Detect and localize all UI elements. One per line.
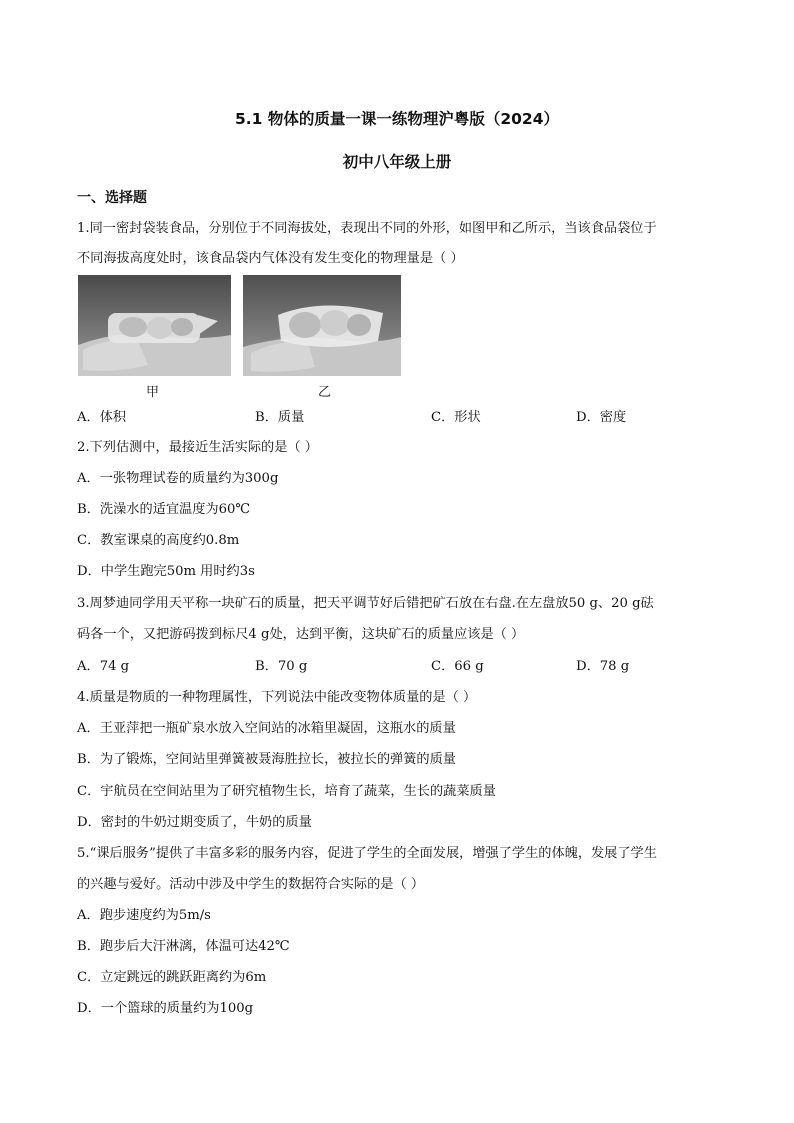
q1-option-a: A．体积 bbox=[77, 410, 127, 425]
q3-stem-line1: 3.周梦迪同学用天平称一块矿石的质量，把天平调节好后错把矿石放在右盘.在左盘放50 g、20 g砝 bbox=[77, 596, 654, 611]
q3-option-c: C．66 g bbox=[431, 659, 484, 674]
q1-stem-line2: 不同海拔高度处时，该食品袋内气体没有发生变化的物理量是（ ） bbox=[77, 251, 464, 266]
q1-photo-b bbox=[243, 275, 401, 376]
section-heading: 一、选择题 bbox=[77, 190, 147, 206]
photo-b-image bbox=[243, 275, 401, 376]
q2-option-d: D．中学生跑完50m 用时约3s bbox=[77, 564, 255, 579]
document-title: 5.1 物体的质量一课一练物理沪粤版（2024） bbox=[235, 110, 559, 128]
q2-option-c: C．教室课桌的高度约0.8m bbox=[77, 533, 240, 548]
q5-option-d: D．一个篮球的质量约为100g bbox=[77, 1001, 254, 1016]
q3-option-a: A．74 g bbox=[77, 659, 130, 674]
q5-option-c: C．立定跳远的跳跃距离约为6m bbox=[77, 970, 267, 985]
q2-stem: 2.下列估测中，最接近生活实际的是（ ） bbox=[77, 440, 318, 455]
q3-option-b: B．70 g bbox=[255, 659, 308, 674]
q1-option-b: B．质量 bbox=[255, 410, 305, 425]
q2-option-a: A．一张物理试卷的质量约为300g bbox=[77, 471, 279, 486]
q5-stem-line1: 5.“课后服务”提供了丰富多彩的服务内容，促进了学生的全面发展，增强了学生的体魄，发展了学生 bbox=[77, 846, 657, 861]
q1-photo-a bbox=[78, 275, 231, 376]
q1-option-d: D．密度 bbox=[576, 410, 627, 425]
q4-option-c: C．宇航员在空间站里为了研究植物生长，培育了蔬菜，生长的蔬菜质量 bbox=[77, 784, 496, 799]
q4-option-d: D．密封的牛奶过期变质了，牛奶的质量 bbox=[77, 815, 312, 830]
q1-caption-b: 乙 bbox=[318, 385, 332, 400]
q4-stem: 4.质量是物质的一种物理属性，下列说法中能改变物体质量的是（ ） bbox=[77, 690, 477, 705]
q2-option-b: B．洗澡水的适宜温度为60℃ bbox=[77, 502, 251, 517]
document-subtitle: 初中八年级上册 bbox=[342, 153, 452, 171]
photo-a-image bbox=[78, 275, 231, 376]
q5-stem-line2: 的兴趣与爱好。活动中涉及中学生的数据符合实际的是（ ） bbox=[77, 877, 425, 892]
q1-stem-line1: 1.同一密封袋装食品，分别位于不同海拔处，表现出不同的外形，如图甲和乙所示，当该食品袋位于 bbox=[77, 221, 657, 236]
q3-option-d: D．78 g bbox=[576, 659, 630, 674]
q1-caption-a: 甲 bbox=[146, 385, 160, 400]
q3-stem-line2: 码各一个，又把游码拨到标尺4 g处，达到平衡，这块矿石的质量应该是（ ） bbox=[77, 627, 525, 642]
q1-option-c: C．形状 bbox=[431, 410, 481, 425]
q4-option-b: B．为了锻炼，空间站里弹簧被聂海胜拉长，被拉长的弹簧的质量 bbox=[77, 752, 456, 767]
q4-option-a: A．王亚萍把一瓶矿泉水放入空间站的冰箱里凝固，这瓶水的质量 bbox=[77, 721, 456, 736]
q5-option-a: A．跑步速度约为5m/s bbox=[77, 908, 211, 923]
q5-option-b: B．跑步后大汗淋漓，体温可达42℃ bbox=[77, 939, 290, 954]
